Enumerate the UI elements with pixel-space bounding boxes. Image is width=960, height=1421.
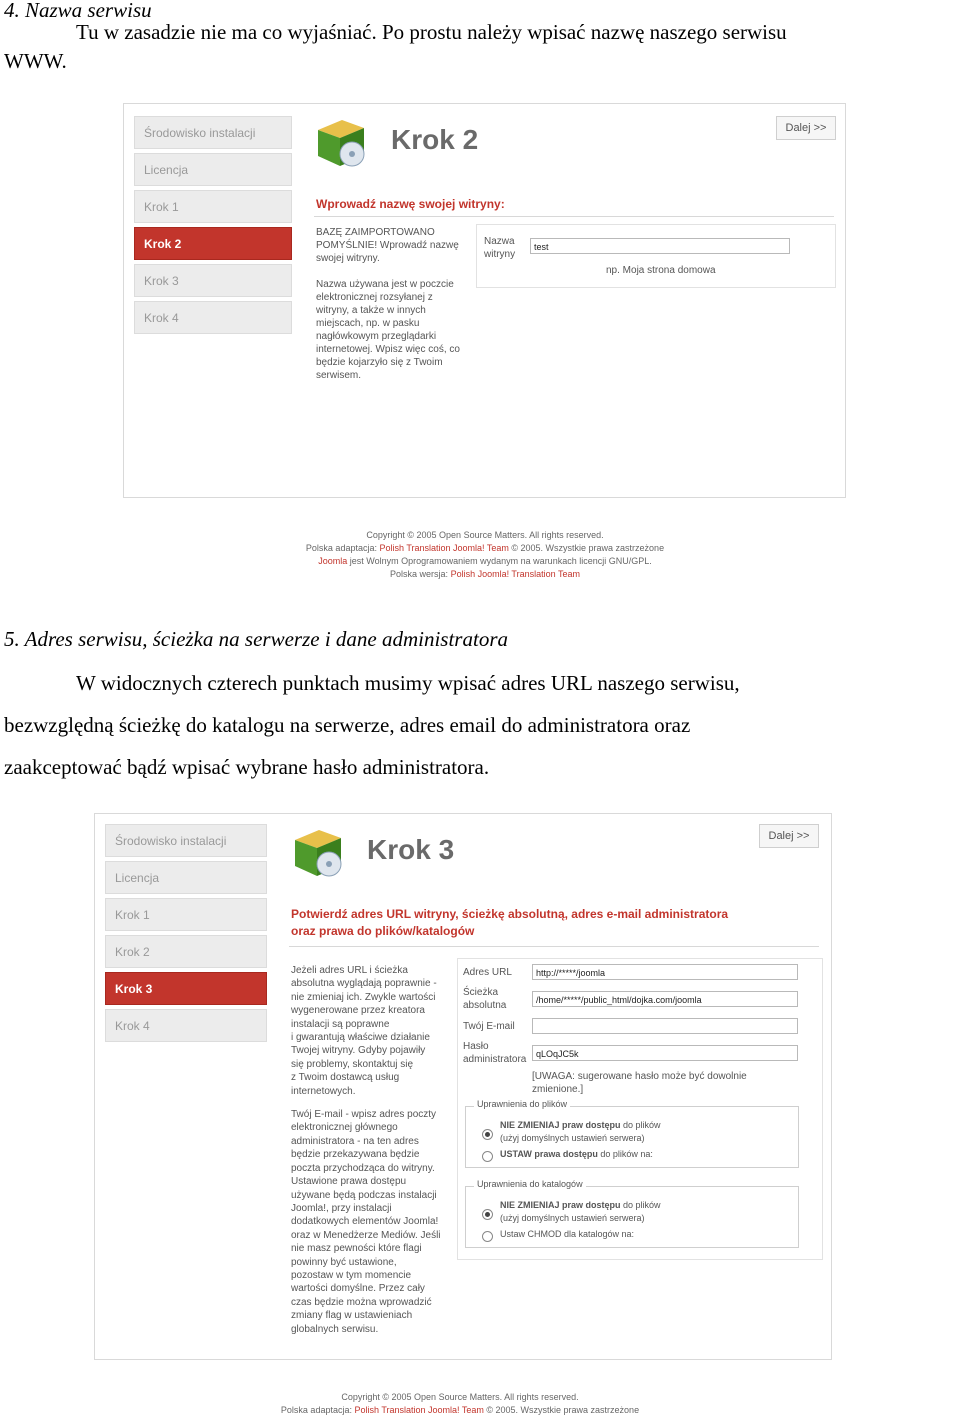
step-description: BAZĘ ZAIMPORTOWANO POMYŚLNIE! Wprowadź nazwę swojej witryny. Nazwa używana jest w poczcie elektronicznej rozsyłanej z witryny, a także w innych miejscach, np. w pasku nagłówkowym przeglądarki internetowej. Wpisz więc coś, co będzie kojarzyło się z Twoim serwisem. bbox=[316, 227, 460, 381]
form-panel bbox=[476, 224, 836, 288]
files-keep-label: NIE ZMIENIAJ praw dostępu do plików (użyj domyślnych ustawień serwera) bbox=[500, 1120, 661, 1143]
path-input[interactable]: /home/*****/public_html/dojka.com/joomla bbox=[532, 991, 798, 1007]
dirs-keep-radio[interactable] bbox=[482, 1209, 493, 1220]
step-license: Licencja bbox=[105, 861, 267, 894]
step-krok-3: Krok 3 bbox=[134, 264, 292, 297]
email-label: Twój E-mail bbox=[463, 1021, 515, 1032]
installer-box-icon bbox=[289, 822, 347, 880]
steps-sidebar bbox=[105, 824, 267, 1046]
dirs-set-label: Ustaw CHMOD dla katalogów na: bbox=[500, 1229, 635, 1239]
section-divider bbox=[289, 946, 819, 947]
step-license: Licencja bbox=[134, 153, 292, 186]
step-title: Krok 3 bbox=[367, 834, 455, 865]
installer-box-icon bbox=[312, 112, 370, 170]
site-name-input[interactable]: test bbox=[530, 238, 790, 254]
file-permissions-group: Uprawnienia do plików NIE ZMIENIAJ praw dostępu do plików (użyj domyślnych ustawień serwera) USTAW prawa dostępu do plików na: bbox=[465, 1106, 799, 1168]
files-set-radio[interactable] bbox=[482, 1151, 493, 1162]
dir-permissions-group: Uprawnienia do katalogów NIE ZMIENIAJ praw dostępu do plików (użyj domyślnych ustawień serwera) Ustaw CHMOD dla katalogów na: bbox=[465, 1186, 799, 1248]
files-set-label: USTAW prawa dostępu do plików na: bbox=[500, 1149, 653, 1159]
step-description: Jeżeli adres URL i ścieżka absolutna wyglądają poprawnie - nie zmieniaj ich. Zwykle wartości wygenerowane przez kreatora instalacji są poprawne i gwarantują właściwe działanie Twojej witryny. Gdyby pojawiły się problemy, skontaktuj się z Twoim dostawcą usług internetowych. Twój E-mail - wpisz adres poczty elektronicznej głównego administratora - na ten adres będzie przekazywana będzie poczta przychodząca do witryny. Ustawione prawa dostępu używane będą podczas instalacji Joomla!, przy instalacji dodatkowych elementów Joomla! oraz w Menedżerze Mediów. Jeśli nie masz pewności które flagi powinny być ustawione, pozostaw w tym momencie wartości domyślne. Przez cały czas będzie można wprowadzić zmiany flag w ustawieniach globalnych serwisu. bbox=[291, 965, 441, 1335]
section-title: Potwierdź adres URL witryny, ścieżkę absolutną, adres e-mail administratora oraz prawa do plików/katalogów bbox=[291, 907, 729, 938]
section-divider bbox=[314, 216, 834, 217]
section-4-heading: 4. Nazwa serwisu bbox=[4, 0, 152, 22]
dirs-set-radio[interactable] bbox=[482, 1231, 493, 1242]
step-krok-1: Krok 1 bbox=[105, 898, 267, 931]
step-krok-3: Krok 3 bbox=[105, 972, 267, 1005]
step-krok-2: Krok 2 bbox=[105, 935, 267, 968]
section-5-heading: 5. Adres serwisu, ścieżka na serwerze i dane administratora bbox=[4, 627, 508, 651]
files-keep-radio[interactable] bbox=[482, 1129, 493, 1140]
url-input[interactable]: http://*****/joomla bbox=[532, 964, 798, 980]
next-button[interactable]: Dalej >> bbox=[759, 824, 819, 848]
site-name-label: Nazwa witryny bbox=[484, 236, 516, 260]
email-input[interactable] bbox=[532, 1018, 798, 1034]
password-label: Hasło administratora bbox=[463, 1041, 527, 1065]
password-input[interactable]: qLOqJC5k bbox=[532, 1045, 798, 1061]
installer-screenshot-step2 bbox=[123, 103, 846, 498]
step-krok-4: Krok 4 bbox=[105, 1009, 267, 1042]
step-krok-2: Krok 2 bbox=[134, 227, 292, 260]
step-environment: Środowisko instalacji bbox=[105, 824, 267, 857]
section-5-text: W widocznych czterech punktach musimy wpisać adres URL naszego serwisu, bezwzględną ścieżkę do katalogu na serwerze, adres email do administratora oraz zaakceptować bądź wpisać wybrane hasło administratora. bbox=[4, 671, 740, 779]
password-note: [UWAGA: sugerowane hasło może być dowolnie zmienione.] bbox=[532, 1071, 747, 1095]
footer-2: Copyright © 2005 Open Source Matters. All rights reserved. Polska adaptacja: Polish Translation Joomla! Team © 2005. Wszystkie prawa zastrzeżone bbox=[280, 1392, 640, 1415]
step-environment: Środowisko instalacji bbox=[134, 116, 292, 149]
dirs-keep-label: NIE ZMIENIAJ praw dostępu do plików (użyj domyślnych ustawień serwera) bbox=[500, 1200, 661, 1223]
section-4-text: Tu w zasadzie nie ma co wyjaśniać. Po prostu należy wpisać nazwę naszego serwisu WWW. bbox=[4, 20, 787, 73]
step-krok-1: Krok 1 bbox=[134, 190, 292, 223]
site-name-hint: np. Moja strona domowa bbox=[606, 265, 716, 276]
step-krok-4: Krok 4 bbox=[134, 301, 292, 334]
installer-screenshot-step3 bbox=[94, 813, 832, 1360]
steps-sidebar bbox=[134, 116, 292, 338]
path-label: Ścieżka absolutna bbox=[463, 987, 507, 1011]
step-title: Krok 2 bbox=[391, 124, 479, 155]
url-label: Adres URL bbox=[463, 967, 512, 978]
footer-1: Copyright © 2005 Open Source Matters. All rights reserved. Polska adaptacja: Polish Translation Joomla! Team © 2005. Wszystkie prawa zastrzeżone Joomla jest Wolnym Oprogramowaniem wydanym na warunkach licencji GNU/GPL. Polska wersja: Polish Joomla! Translation Team bbox=[305, 530, 665, 579]
next-button[interactable]: Dalej >> bbox=[776, 116, 836, 140]
section-title: Wprowadź nazwę swojej witryny: bbox=[316, 197, 505, 211]
